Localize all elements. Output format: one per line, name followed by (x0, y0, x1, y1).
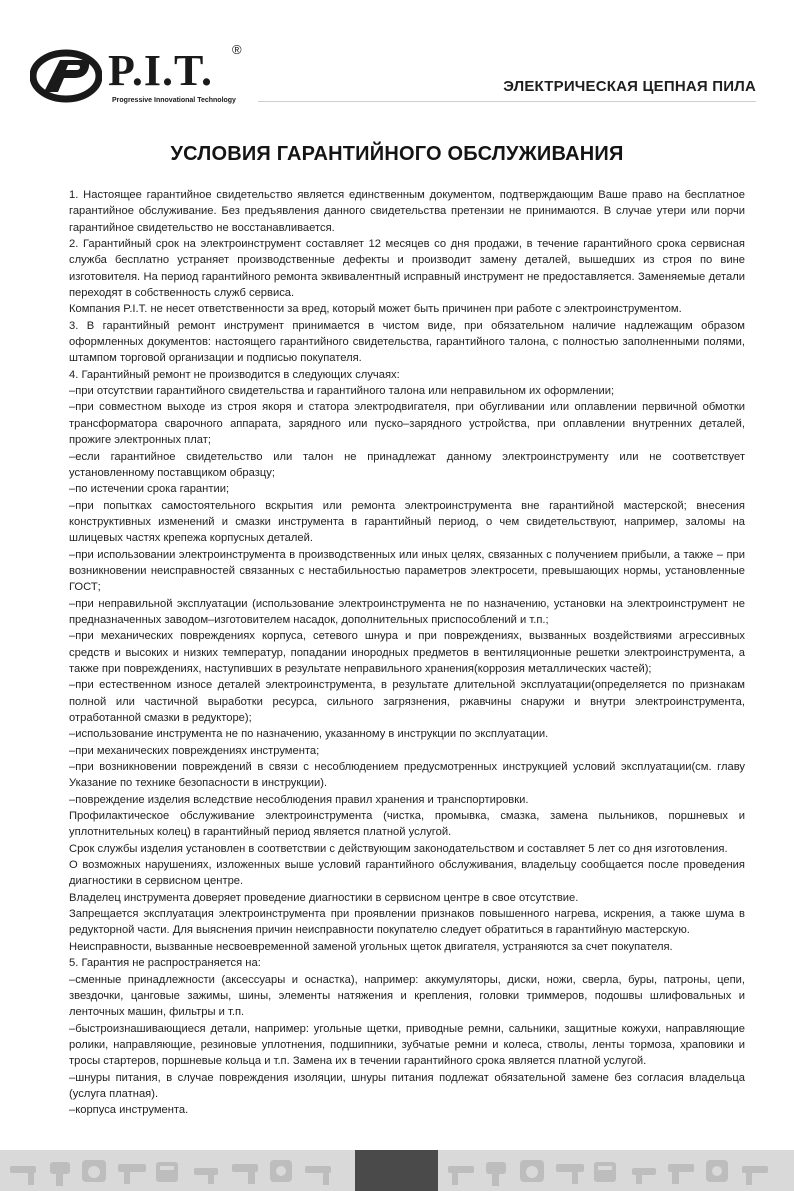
paragraph: –при механических повреждениях инструмента; (69, 744, 320, 757)
paragraph: Профилактическое обслуживание электроинструмента (чистка, промывка, смазка, замена пыльников, поршневых и уплотнительных колец) в гарантийный период является платной услугой. (69, 810, 745, 839)
paragraph: –по истечении срока гарантии; (69, 483, 230, 496)
header-divider (258, 101, 756, 102)
paragraph: –если гарантийное свидетельство или талон не принадлежат данному электроинструменту или не соответствует установленному поставщиком образцу; (69, 450, 745, 479)
paragraph: –при возникновении повреждений в связи с несоблюдением предусмотренных инструкцией условий эксплуатации(см. главу Указание по технике безопасности в инструкции). (69, 761, 745, 790)
paragraph: Владелец инструмента доверяет проведение диагностики в сервисном центре в свое отсутствие. (69, 891, 579, 904)
registered-mark: ® (232, 42, 242, 57)
paragraph: Запрещается эксплуатация электроинструмента при проявлении признаков повышенного нагрева, искрения, а также шума в редукторной части. Для выяснения причин неисправности покупателю следует обратиться в гарантийную мастерскую. (69, 908, 745, 937)
product-name: ЭЛЕКТРИЧЕСКАЯ ЦЕПНАЯ ПИЛА (503, 78, 756, 95)
paragraph: –при неправильной эксплуатации (использование электроинструмента не по назначению, установки на электроинструмент не предназначенных заводом–изготовителем насадок, дополнительных приспособлений и т.п.; (69, 597, 745, 626)
paragraph: О возможных нарушениях, изложенных выше условий гарантийного обслуживания, владельцу сообщается после проведения диагностики в сервисном центре. (69, 859, 745, 888)
page-title: УСЛОВИЯ ГАРАНТИЙНОГО ОБСЛУЖИВАНИЯ (170, 143, 624, 165)
paragraph: 3. В гарантийный ремонт инструмент принимается в чистом виде, при обязательном наличие надлежащим образом оформленных документов: настоящего гарантийного свидетельства, гарантийного талона, с полностью заполненными полями, штампом торговой организации и подписью покупателя. (69, 319, 745, 365)
paragraph: –при механических повреждениях корпуса, сетевого шнура и при повреждениях, вызванных воздействиями агрессивных средств и высоких и низких температур, попадании инородных предметов в вентиляционные решетки электроинструмента, а также при повреждениях, наступивших в результате неправильного хранения(коррозия металлических частей); (69, 630, 745, 675)
paragraph: Срок службы изделия установлен в соответствии с действующим законодательством и составляет 5 лет со дня изготовления. (69, 842, 728, 855)
paragraph: –корпуса инструмента. (69, 1104, 189, 1117)
paragraph: –при совместном выходе из строя якоря и статора электродвигателя, при обугливании или оплавлении первичной обмотки трансформатора сварочного аппарата, зарядного или пуско–зарядного устройства, при оплавлении внутренних деталей, прожиге электронных плат; (69, 401, 745, 447)
brand-tagline: Progressive Innovational Technology (112, 97, 236, 104)
paragraph: –при отсутствии гарантийного свидетельства и гарантийного талона или неправильном их оформлении; (69, 385, 615, 398)
paragraph: –быстроизнашивающиеся детали, например: угольные щетки, приводные ремни, сальники, защитные кожухи, направляющие ролики, направляющие, резиновые уплотнения, подшипники, зубчатые ремни и колеса, стволы, ленты тормоза, храповики и тросы стартеров, поршневые кольца и т.п. Замена их в течении гарантийного срока является платной услугой. (69, 1022, 745, 1068)
brand-name: P.I.T. (108, 46, 214, 95)
footer-band (0, 1150, 794, 1191)
paragraph: –при естественном износе деталей электроинструмента, в результате длительной эксплуатации(определяется по признакам полной или частичной выработки ресурса, сильного загрязнения, ржавчины снаружи и внутри электроинструмента, отработанной смазки в редукторе); (69, 679, 745, 724)
paragraph: –при попытках самостоятельного вскрытия или ремонта электроинструмента вне гарантийной мастерской; внесения конструктивных изменений и смазки инструмента в гарантийный период, о чем свидетельствуют, например, заломы на шлицевых частях крепежа корпусных деталей. (69, 499, 745, 545)
paragraph: 1. Настоящее гарантийное свидетельство является единственным документом, подтверждающим Ваше право на бесплатное гарантийное обслуживание. Без предъявления данного свидетельства претензии не принимаются. В случае утери или порчи гарантийное свидетельство не восстанавливается. (69, 189, 745, 234)
brand-logo (30, 42, 260, 112)
paragraph: 2. Гарантийный срок на электроинструмент составляет 12 месяцев со дня продажи, в течение гарантийного срока сервисная служба бесплатно устраняет производственные дефекты и производит замену деталей, вышедших из строя по вине изготовителя. На период гарантийного ремонта эквивалентный исправный инструмент не предоставляется. Заменяемые детали переходят в собственность служб сервиса. (69, 238, 745, 300)
logo-emblem-icon (30, 48, 102, 104)
paragraph: –сменные принадлежности (аксессуары и оснастка), например: аккумуляторы, диски, ножи, сверла, буры, патроны, цепи, звездочки, цанговые зажимы, шины, элементы натяжения и крепления, головки триммеров, подошвы шлифовальных и ленточных машин, фильтры и т.п. (69, 973, 745, 1019)
paragraph: 5. Гарантия не распространяется на: (69, 957, 261, 970)
warranty-text (69, 187, 745, 1119)
paragraph: Компания P.I.T. не несет ответственности за вред, который может быть причинен при работе с электроинструментом. (69, 303, 682, 316)
paragraph: –повреждение изделия вследствие несоблюдения правил хранения и транспортировки. (69, 793, 529, 806)
paragraph: –при использовании электроинструмента в производственных или иных целях, связанных с получением прибыли, а также – при возникновении неисправностей связанных с нестабильностью параметров электросети, превышающих нормы, установленные ГОСТ; (69, 548, 745, 594)
paragraph: Неисправности, вызванные несвоевременной заменой угольных щеток двигателя, устраняются за счет покупателя. (69, 940, 673, 953)
paragraph: –шнуры питания, в случае повреждения изоляции, шнуры питания подлежат обязательной замене без согласия владельца (услуга платная). (69, 1071, 745, 1100)
page-header (0, 0, 794, 120)
paragraph: 4. Гарантийный ремонт не производится в следующих случаях: (69, 368, 400, 381)
paragraph: –использование инструмента не по назначению, указанному в инструкции по эксплуатации. (69, 728, 549, 741)
page-tab (355, 1150, 438, 1191)
